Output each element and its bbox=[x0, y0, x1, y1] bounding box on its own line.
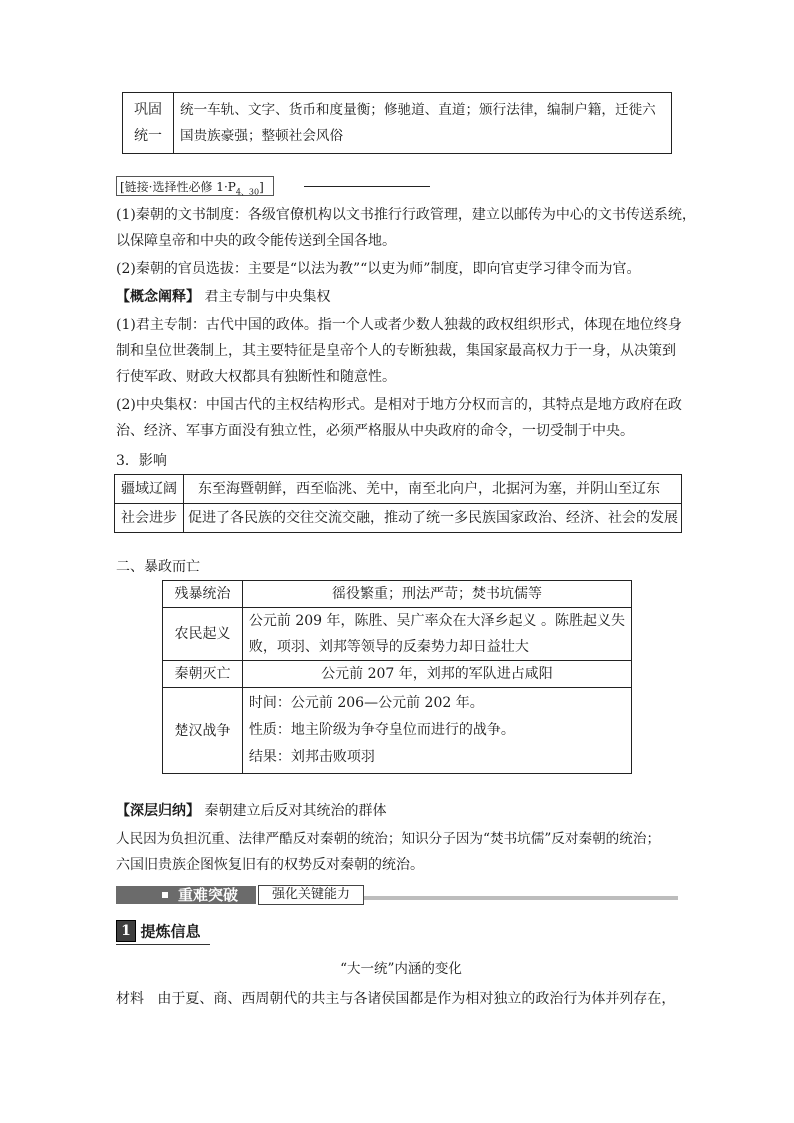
consolidate-label-line: 巩固 bbox=[134, 102, 162, 118]
table-row bbox=[115, 504, 682, 533]
concept-title: 君主专制与中央集权 bbox=[204, 289, 331, 305]
tyranny-line: 时间：公元前 206—公元前 202 年。 bbox=[248, 695, 484, 711]
consolidate-content-line: 国贵族豪强；整顿社会风俗 bbox=[180, 128, 344, 144]
link-item: (1)秦朝的文书制度：各级官僚机构以文书推行行政管理，建立以邮传为中心的文书传送系统， bbox=[116, 207, 696, 223]
tyranny-line: 性质：地主阶级为争夺皇位而进行的战争。 bbox=[248, 722, 515, 738]
material-label: 材料 bbox=[116, 991, 144, 1007]
link-item: 以保障皇帝和中央的政令能传送到全国各地。 bbox=[116, 233, 396, 249]
link-item: (2)秦朝的官员选拔：主要是“以法为教”“以吏为师”制度，即向官吏学习律令而为官。 bbox=[116, 261, 641, 277]
material-text: 由于夏、商、西周朝代的共主与各诸侯国都是作为相对独立的政治行为体并列存在， bbox=[157, 991, 676, 1007]
link-box-subscript: 4、30 bbox=[235, 187, 260, 197]
tyranny-line: 结果：刘邦击败项羽 bbox=[248, 749, 375, 765]
section-banner bbox=[116, 884, 678, 906]
influence-content: 促进了各民族的交往交流交融，推动了统一多民族国家政治、经济、社会的发展 bbox=[184, 504, 682, 533]
link-rule bbox=[304, 186, 430, 187]
table-row bbox=[163, 661, 632, 688]
consolidate-label-cell bbox=[123, 93, 174, 154]
tyranny-content bbox=[242, 661, 631, 688]
banner-subtitle: 强化关键能力 bbox=[258, 885, 364, 905]
link-box bbox=[116, 176, 274, 196]
influence-table bbox=[114, 474, 682, 533]
tyranny-content bbox=[242, 688, 631, 774]
tyranny-table bbox=[162, 580, 632, 774]
consolidate-label-line: 统一 bbox=[134, 128, 162, 144]
tyranny-label: 楚汉战争 bbox=[163, 688, 243, 774]
table-row bbox=[115, 475, 682, 504]
influence-label: 疆域辽阔 bbox=[115, 475, 184, 504]
tyranny-label: 农民起义 bbox=[163, 608, 243, 661]
concept-line: (2)中央集权：中国古代的主权结构形式。是相对于地方分权而言的，其特点是地方政府在政 bbox=[116, 397, 682, 413]
deep-tag: 【深层归纳】 bbox=[116, 803, 200, 819]
tyranny-line: 徭役繁重；刑法严苛；焚书坑儒等 bbox=[331, 586, 542, 602]
concept-line: (1)君主专制：古代中国的政体。指一个人或者少数人独裁的政权组织形式，体现在地位终身 bbox=[116, 317, 682, 333]
refine-underline bbox=[116, 944, 210, 945]
table-row bbox=[163, 688, 632, 774]
influence-label: 社会进步 bbox=[115, 504, 184, 533]
link-box-text: [链接·选择性必修 1·P bbox=[120, 180, 236, 194]
refine-heading bbox=[116, 920, 200, 944]
deep-line: 六国旧贵族企图恢复旧有的权势反对秦朝的统治。 bbox=[116, 857, 424, 873]
consolidate-table bbox=[122, 92, 672, 154]
material-paragraph bbox=[116, 986, 680, 1012]
concept-heading bbox=[116, 284, 680, 310]
tyranny-label: 残暴统治 bbox=[163, 581, 243, 608]
deep-line: 人民因为负担沉重、法律严酷反对秦朝的统治；知识分子因为“焚书坑儒”反对秦朝的统治； bbox=[116, 831, 661, 847]
section2-heading: 二、暴政而亡 bbox=[116, 559, 200, 575]
tyranny-line: 公元前 209 年，陈胜、吴广率众在大泽乡起义 。陈胜起义失 bbox=[248, 613, 625, 629]
tyranny-line: 败，项羽、刘邦等领导的反秦势力却日益壮大 bbox=[248, 639, 529, 655]
concept-line: 制和皇位世袭制上，其主要特征是皇帝个人的专断独裁，集国家最高权力于一身，从决策到 bbox=[116, 343, 676, 359]
influence-content: 东至海暨朝鲜，西至临洮、羌中，南至北向户，北据河为塞，并阴山至辽东 bbox=[184, 475, 682, 504]
banner-title: 重难突破 bbox=[178, 886, 239, 904]
consolidate-content-line: 统一车轨、文字、货币和度量衡；修驰道、直道；颁行法律，编制户籍，迁徙六 bbox=[180, 102, 656, 118]
concept-line: 治、经济、军事方面没有独立性，必须严格服从中央政府的命令，一切受制于中央。 bbox=[116, 423, 634, 439]
tyranny-content bbox=[242, 608, 631, 661]
tyranny-label: 秦朝灭亡 bbox=[163, 661, 243, 688]
concept-line: 行使军政、财政大权都具有独断性和随意性。 bbox=[116, 369, 396, 385]
concept-tag: 【概念阐释】 bbox=[116, 289, 200, 305]
deep-heading bbox=[116, 798, 680, 824]
table-row bbox=[163, 581, 632, 608]
tyranny-line: 公元前 207 年，刘邦的军队进占咸阳 bbox=[321, 666, 553, 682]
table-row bbox=[163, 608, 632, 661]
consolidate-content-cell bbox=[174, 93, 672, 154]
influence-heading: 3．影响 bbox=[116, 453, 167, 469]
banner-rule bbox=[364, 896, 678, 900]
banner-bullet-icon bbox=[162, 892, 168, 898]
deep-title: 秦朝建立后反对其统治的群体 bbox=[204, 803, 387, 819]
refine-number-badge: 1 bbox=[116, 920, 136, 942]
tyranny-content bbox=[242, 581, 631, 608]
material-title: “大一统”内涵的变化 bbox=[340, 961, 462, 977]
link-box-close: ] bbox=[259, 180, 264, 194]
refine-title: 提炼信息 bbox=[140, 922, 201, 941]
